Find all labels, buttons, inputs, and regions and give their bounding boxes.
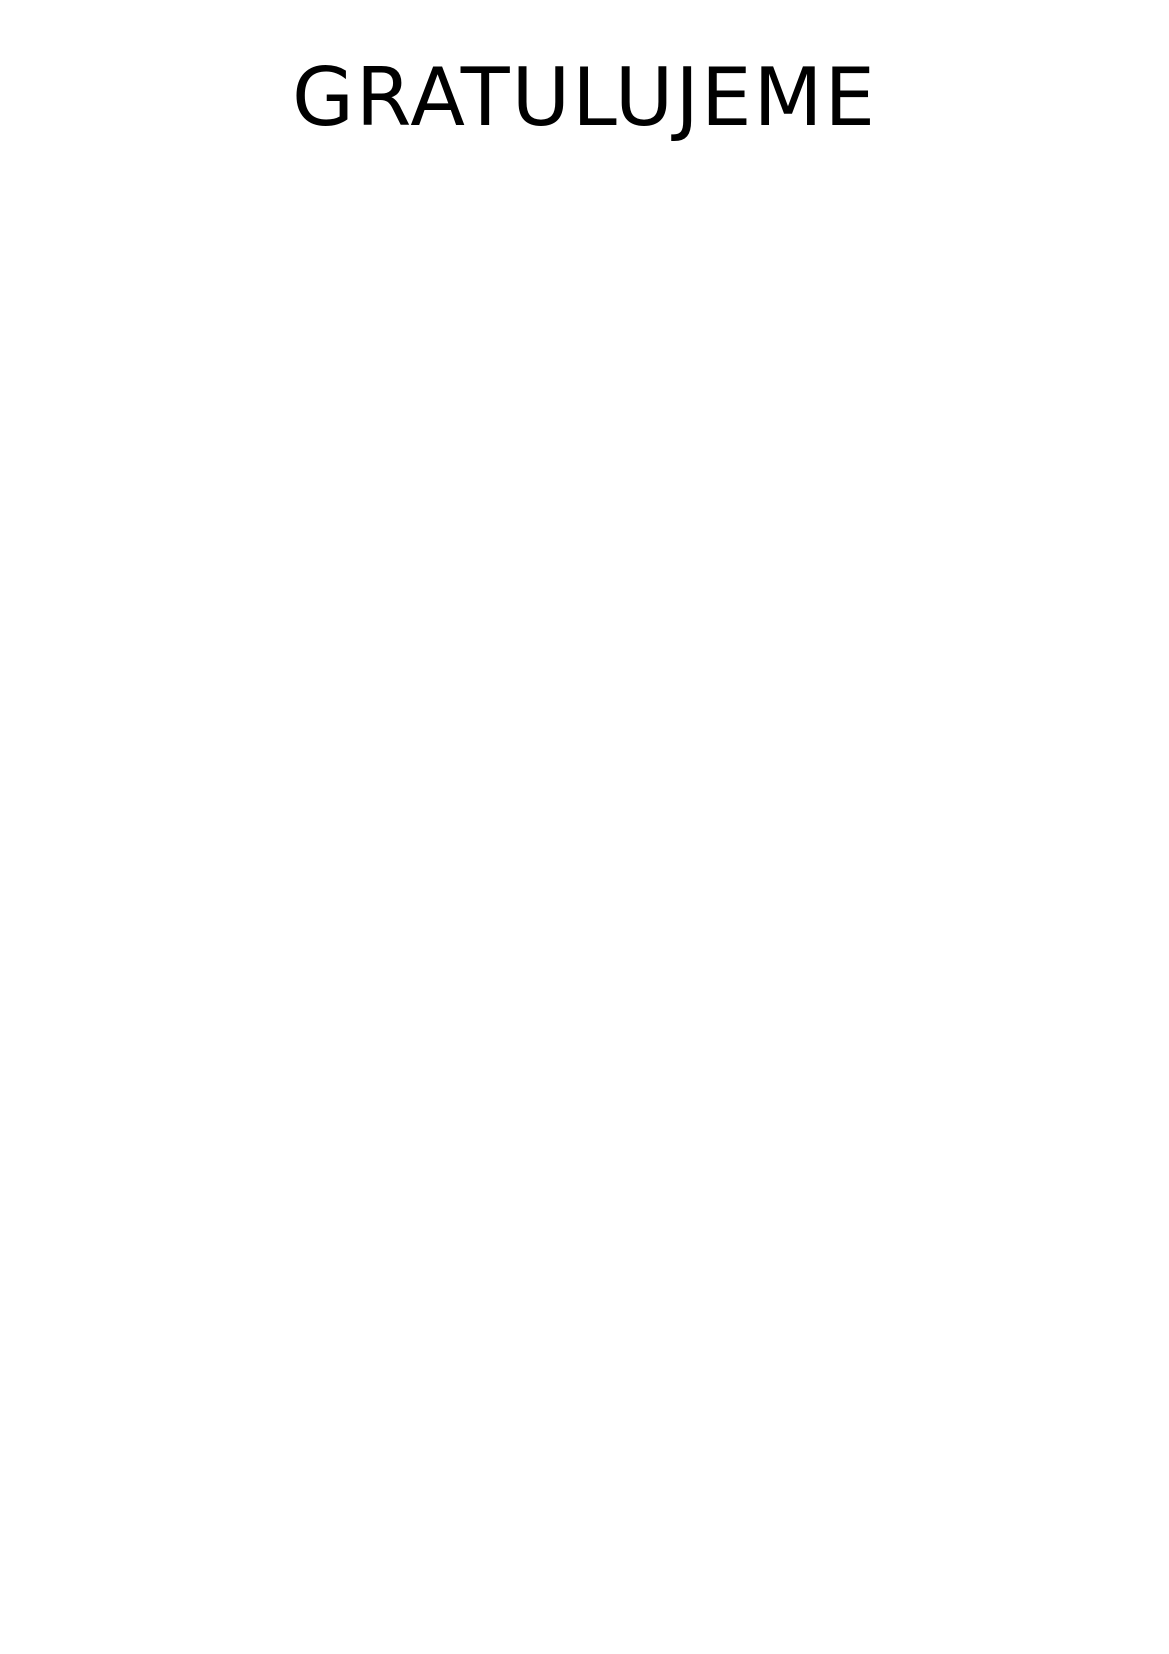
page-title: GRATULUJEME [291,51,878,144]
